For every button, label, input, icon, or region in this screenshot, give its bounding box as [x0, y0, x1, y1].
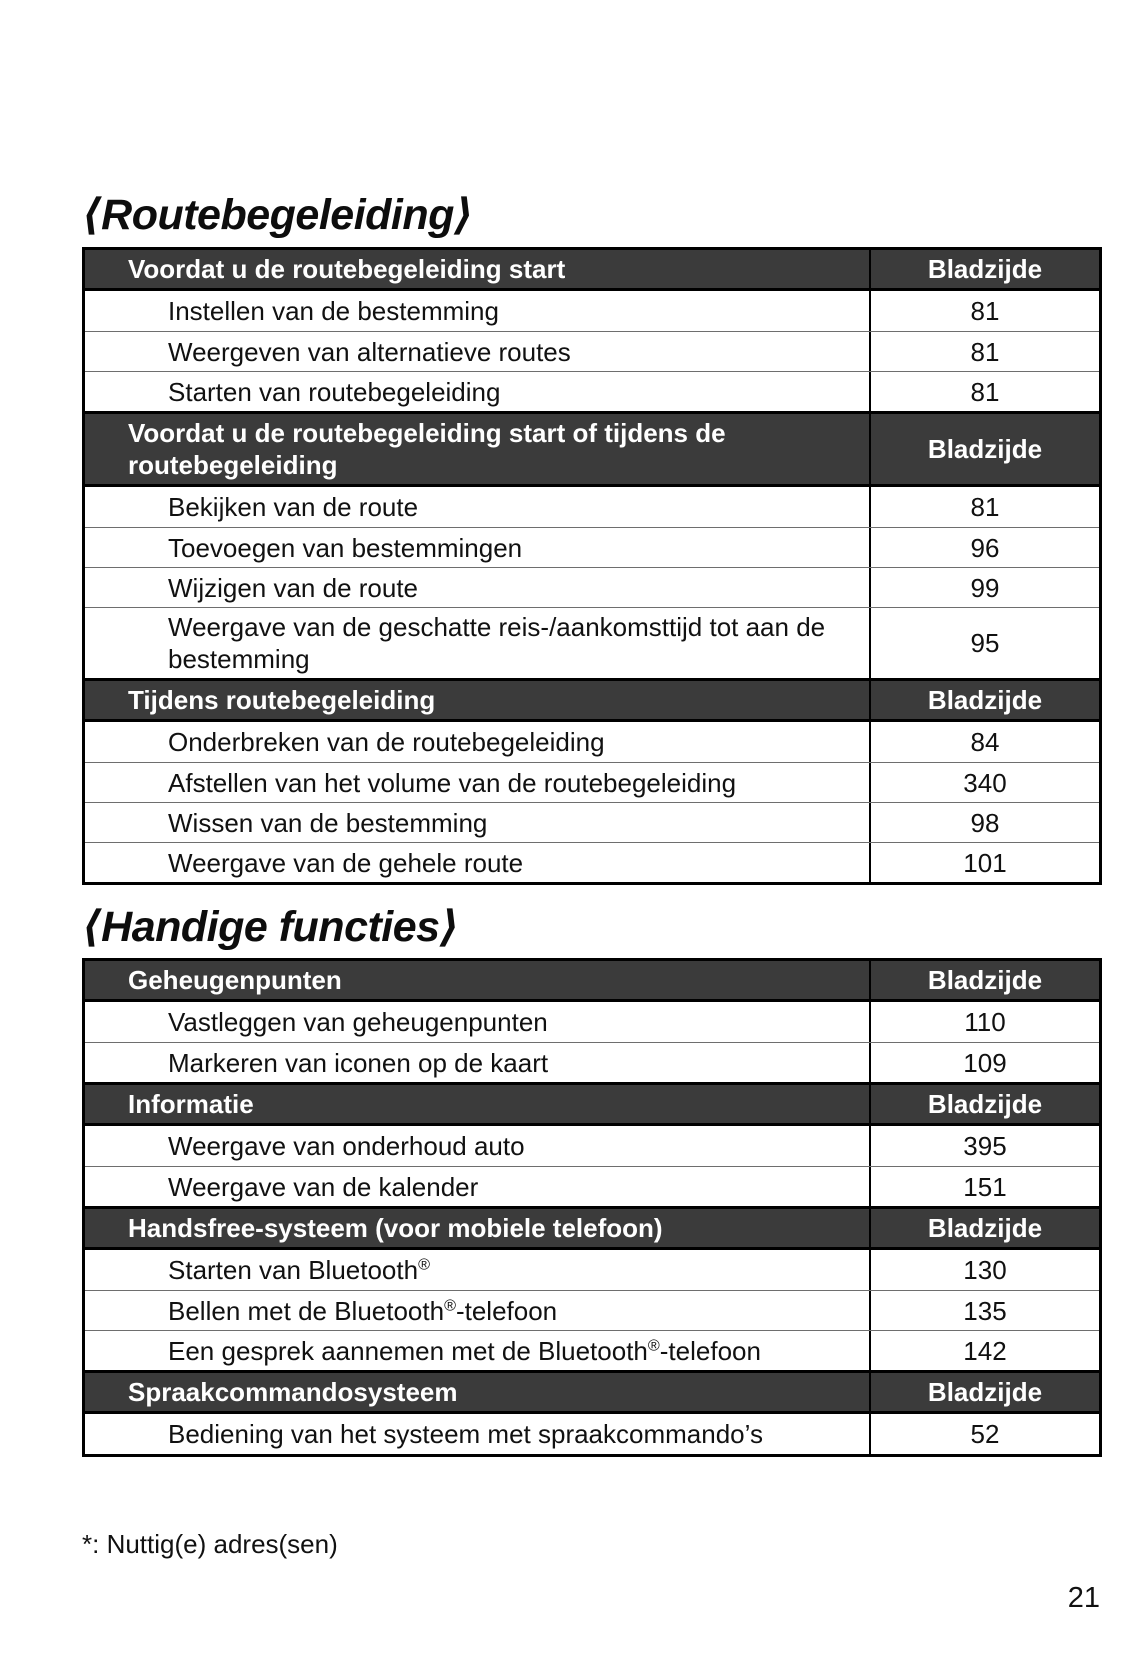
row-label: Weergave van onderhoud auto: [168, 1131, 525, 1161]
section-title: ⟨Handige functies⟩: [82, 903, 459, 951]
toc-row: [85, 371, 1099, 411]
row-page-cell: [871, 843, 1099, 882]
toc-row: [85, 567, 1099, 607]
row-label-cell: [85, 1250, 871, 1290]
row-page-number: 81: [970, 336, 1000, 367]
row-label: Bekijken van de route: [168, 492, 419, 522]
row-page-cell: [871, 528, 1099, 567]
row-label: Instellen van de bestemming: [168, 296, 499, 326]
page-column-header-label: Bladzijde: [927, 965, 1043, 995]
row-label-cell: [85, 608, 871, 678]
row-page-number: 130: [963, 1255, 1007, 1285]
page-column-header: [871, 961, 1099, 999]
row-page-cell: [871, 1331, 1099, 1370]
row-page-number: 81: [970, 296, 1000, 326]
group-header-label: Tijdens routebegeleiding: [128, 685, 436, 715]
page-column-header: [871, 681, 1099, 719]
group-header-label: Handsfree-systeem (voor mobiele telefoon): [128, 1213, 663, 1243]
row-page-cell: [871, 1167, 1099, 1206]
toc-row: [85, 1042, 1099, 1082]
group-header-cell: [85, 250, 871, 288]
row-label-cell: [85, 803, 871, 842]
page-column-header-label: Bladzijde: [927, 685, 1043, 715]
row-page-cell: [871, 568, 1099, 607]
row-label: Starten van routebegeleiding: [168, 376, 501, 407]
group-header-cell: [85, 1209, 871, 1247]
row-label: Onderbreken van de routebegeleiding: [168, 727, 605, 757]
row-label-cell: [85, 763, 871, 802]
group-header-row: [85, 1206, 1099, 1250]
group-header-cell: [85, 961, 871, 999]
row-page-number: 151: [963, 1171, 1007, 1202]
toc-row: [85, 762, 1099, 802]
row-label-cell: [85, 332, 871, 371]
group-header-cell: [85, 414, 871, 484]
row-page-cell: [871, 1126, 1099, 1166]
toc-group: [85, 1206, 1099, 1370]
page-column-header-label: Bladzijde: [927, 1213, 1043, 1243]
row-label: Afstellen van het volume van de routebegeleiding: [168, 767, 737, 798]
group-header-label: Informatie: [128, 1089, 254, 1119]
row-page-number: 110: [964, 1007, 1006, 1037]
row-label-cell: [85, 1043, 871, 1082]
toc-section: [82, 904, 1102, 1457]
group-header-label: Geheugenpunten: [128, 965, 342, 995]
row-page-number: 142: [963, 1335, 1007, 1366]
row-page-number: 52: [970, 1419, 1000, 1449]
row-label-cell: [85, 1291, 871, 1330]
toc-row: [85, 291, 1099, 331]
row-label-cell: [85, 1126, 871, 1166]
row-page-cell: [871, 608, 1099, 678]
row-page-cell: [871, 1414, 1099, 1454]
row-page-cell: [871, 722, 1099, 762]
page-number: 21: [1067, 1582, 1100, 1614]
row-label: Vastleggen van geheugenpunten: [168, 1007, 548, 1037]
group-header-row: [85, 411, 1099, 487]
row-label-cell: [85, 1414, 871, 1454]
page-column-header: [871, 1373, 1099, 1411]
row-page-number: 135: [963, 1295, 1007, 1326]
toc-section: [82, 192, 1102, 885]
row-page-number: 395: [963, 1131, 1007, 1161]
page-column-header: [871, 414, 1099, 484]
row-label-cell: [85, 568, 871, 607]
row-page-number: 101: [963, 847, 1007, 878]
row-page-number: 109: [963, 1047, 1007, 1078]
page-column-header-label: Bladzijde: [927, 1089, 1043, 1119]
row-label-cell: [85, 1331, 871, 1370]
row-page-cell: [871, 1250, 1099, 1290]
toc-row: [85, 607, 1099, 678]
row-label: Markeren van iconen op de kaart: [168, 1047, 549, 1078]
row-label: Wijzigen van de route: [168, 572, 419, 603]
toc-row: [85, 1250, 1099, 1290]
row-page-number: 84: [970, 727, 1000, 757]
row-label-cell: [85, 487, 871, 527]
section-title: ⟨Routebegeleiding⟩: [82, 191, 474, 239]
row-page-cell: [871, 372, 1099, 411]
toc-group: [85, 1082, 1099, 1206]
toc-row: [85, 487, 1099, 527]
group-header-cell: [85, 1373, 871, 1411]
group-header-row: [85, 250, 1099, 291]
page-column-header-label: Bladzijde: [927, 1377, 1043, 1407]
toc-row: [85, 1126, 1099, 1166]
toc-row: [85, 1166, 1099, 1206]
row-page-number: 81: [970, 492, 1000, 522]
group-header-row: [85, 678, 1099, 722]
row-label-cell: [85, 1002, 871, 1042]
row-label-cell: [85, 291, 871, 331]
page-column-header: [871, 250, 1099, 288]
group-header-cell: [85, 1085, 871, 1123]
group-header-row: [85, 1370, 1099, 1414]
row-label: Bellen met de Bluetooth®-telefoon: [168, 1295, 558, 1326]
row-label: Toevoegen van bestemmingen: [168, 532, 523, 563]
group-header-label: Voordat u de routebegeleiding start of tijdens de routebegeleiding: [128, 418, 726, 480]
row-page-number: 96: [970, 532, 1000, 563]
page-column-header-label: Bladzijde: [927, 434, 1043, 464]
row-page-cell: [871, 803, 1099, 842]
page-column-header: [871, 1085, 1099, 1123]
row-page-cell: [871, 487, 1099, 527]
row-label-cell: [85, 1167, 871, 1206]
page-column-header: [871, 1209, 1099, 1247]
row-page-number: 99: [970, 572, 1000, 603]
toc-group: [85, 411, 1099, 678]
row-page-cell: [871, 1002, 1099, 1042]
toc-row: [85, 1414, 1099, 1454]
toc-table: [82, 247, 1102, 885]
row-page-cell: [871, 291, 1099, 331]
row-page-cell: [871, 332, 1099, 371]
toc-row: [85, 1002, 1099, 1042]
content: [82, 0, 1102, 1457]
toc-group: [85, 250, 1099, 411]
row-label: Weergave van de kalender: [168, 1171, 479, 1202]
toc-row: [85, 527, 1099, 567]
row-label-cell: [85, 528, 871, 567]
row-label: Starten van Bluetooth®: [168, 1255, 430, 1285]
toc-row: [85, 722, 1099, 762]
group-header-row: [85, 1082, 1099, 1126]
toc-row: [85, 331, 1099, 371]
group-header-label: Spraakcommandosysteem: [128, 1377, 458, 1407]
group-header-label: Voordat u de routebegeleiding start: [128, 254, 566, 284]
toc-row: [85, 1290, 1099, 1330]
row-label: Weergave van de gehele route: [168, 847, 524, 878]
toc-row: [85, 802, 1099, 842]
group-header-cell: [85, 681, 871, 719]
page-column-header-label: Bladzijde: [927, 254, 1043, 284]
toc-row: [85, 842, 1099, 882]
row-page-number: 95: [970, 628, 1000, 658]
row-page-cell: [871, 1043, 1099, 1082]
toc-group: [85, 678, 1099, 882]
toc-group: [85, 1370, 1099, 1454]
row-label-cell: [85, 722, 871, 762]
toc-table: [82, 958, 1102, 1457]
toc-group: [85, 961, 1099, 1082]
row-label: Een gesprek aannemen met de Bluetooth®-telefoon: [168, 1335, 761, 1366]
group-header-row: [85, 961, 1099, 1002]
row-page-number: 81: [970, 376, 1000, 407]
row-label: Weergave van de geschatte reis-/aankomsttijd tot aan de bestemming: [168, 612, 826, 674]
row-label-cell: [85, 372, 871, 411]
toc-row: [85, 1330, 1099, 1370]
row-label: Bediening van het systeem met spraakcommando’s: [168, 1419, 763, 1449]
footnote: *: Nuttig(e) adres(sen): [82, 1529, 338, 1559]
row-page-number: 98: [970, 807, 1000, 838]
row-label: Wissen van de bestemming: [168, 807, 488, 838]
row-page-cell: [871, 1291, 1099, 1330]
row-label-cell: [85, 843, 871, 882]
row-page-number: 340: [963, 767, 1007, 798]
row-label: Weergeven van alternatieve routes: [168, 336, 571, 367]
row-page-cell: [871, 763, 1099, 802]
